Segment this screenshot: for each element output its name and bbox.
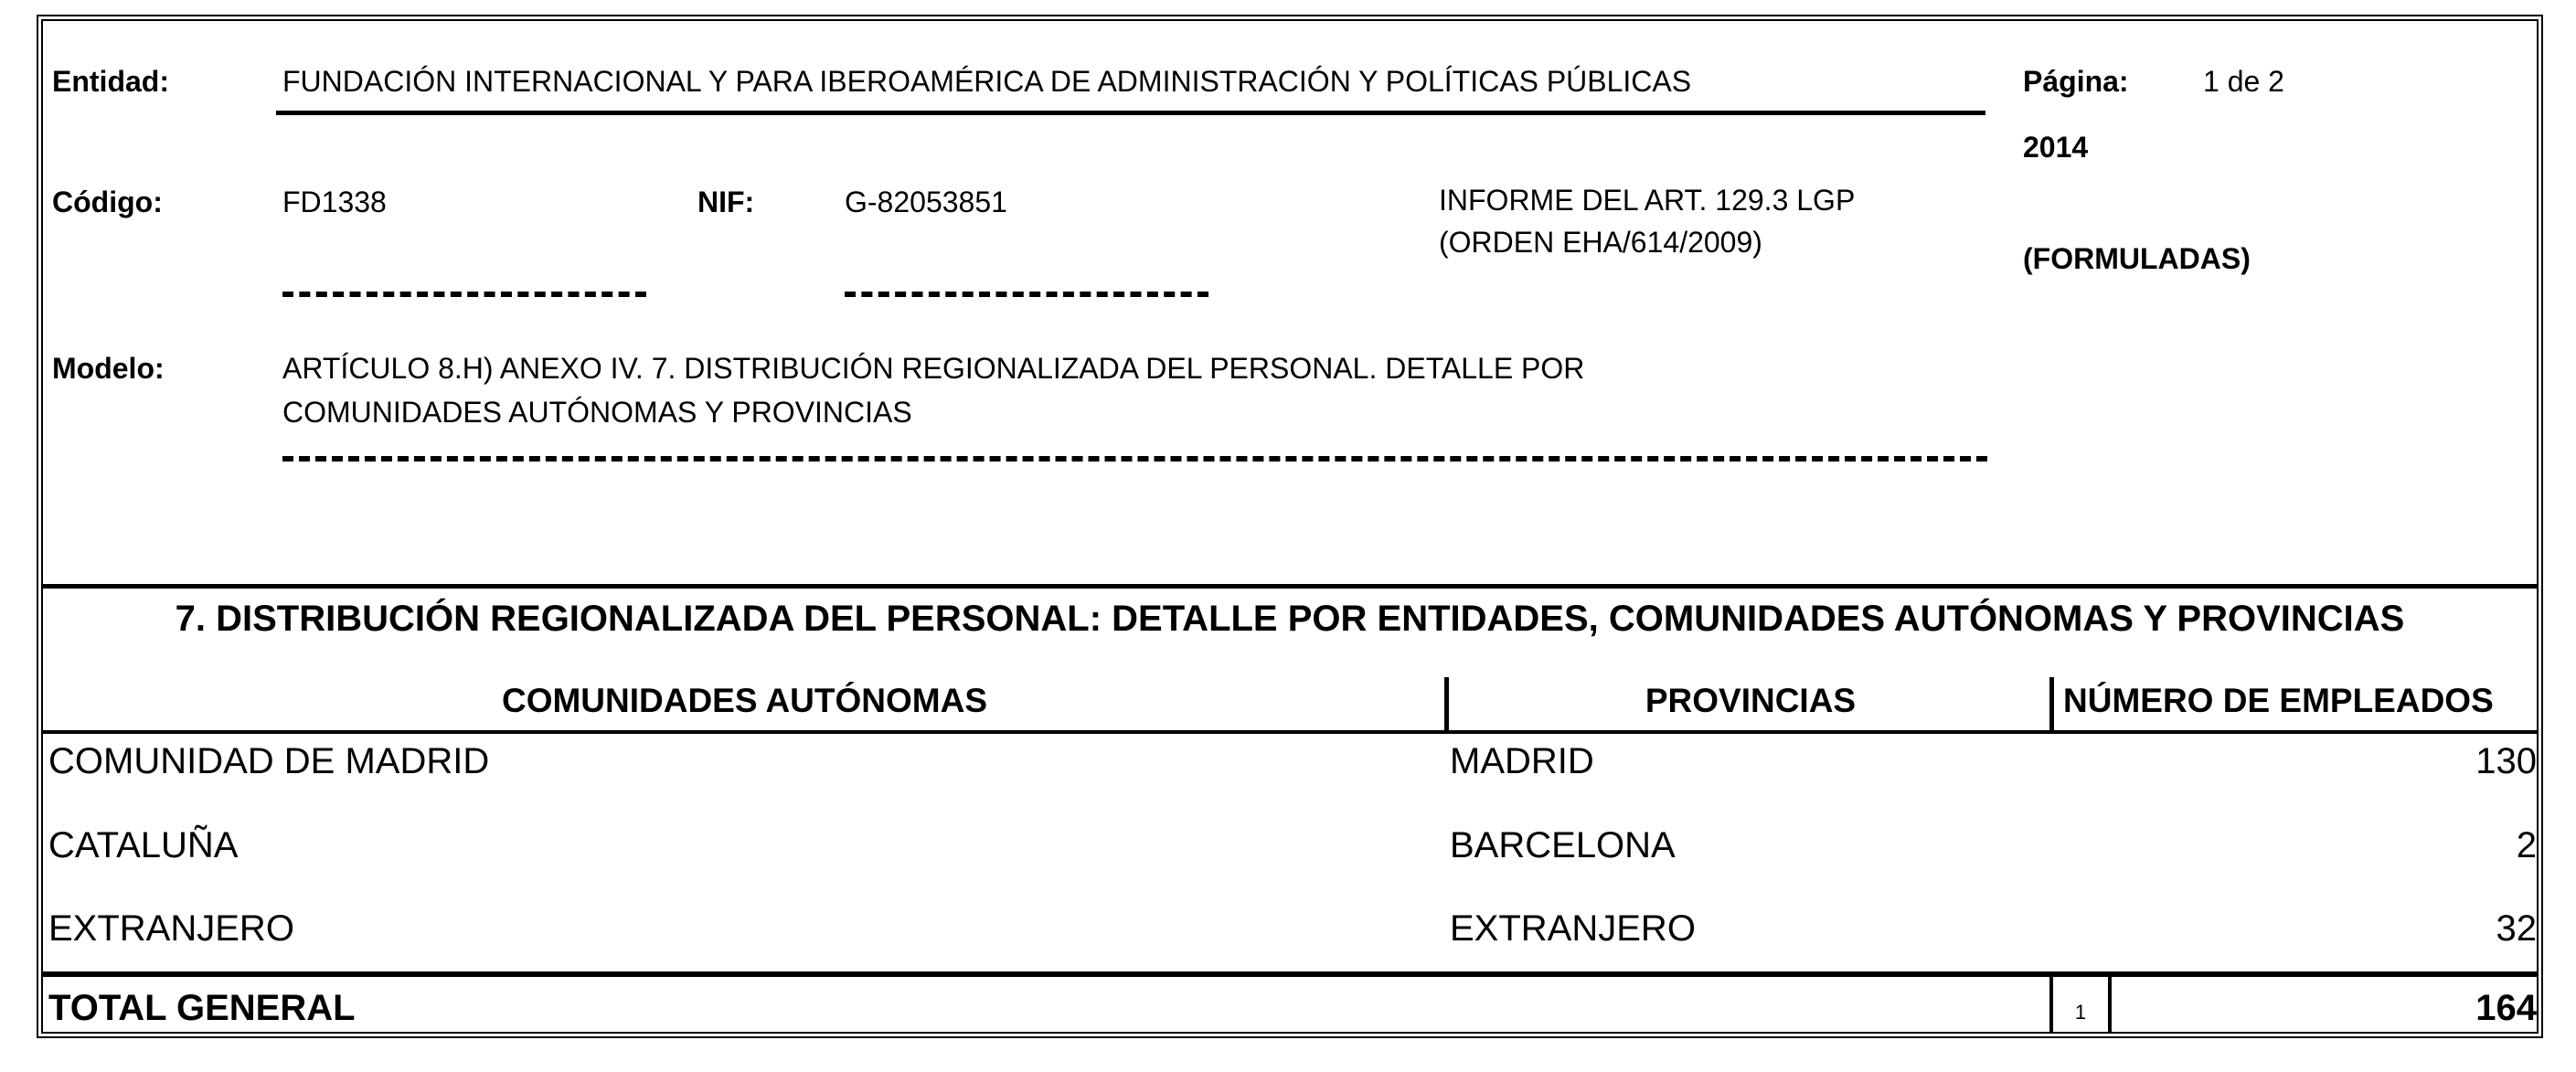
pagina-value: 1 de 2 (2203, 65, 2284, 98)
row-provincia: BARCELONA (1450, 825, 1676, 865)
section-divider (43, 584, 2537, 589)
total-divider (43, 971, 2537, 977)
pagina-label: Página: (2023, 65, 2129, 98)
informe-line-2: (ORDEN EHA/614/2009) (1439, 226, 1762, 259)
report-frame (37, 15, 2543, 1038)
table-header-underline (43, 730, 2537, 734)
total-label: TOTAL GENERAL (48, 988, 356, 1028)
modelo-line-1: ARTÍCULO 8.H) ANEXO IV. 7. DISTRIBUCIÓN REGIONALIZADA DEL PERSONAL. DETALLE POR (282, 352, 1585, 385)
nif-label: NIF: (697, 186, 755, 218)
col-header-comunidades: COMUNIDADES AUTÓNOMAS (501, 682, 987, 719)
modelo-label: Modelo: (52, 352, 165, 385)
total-divider-right (2108, 977, 2112, 1032)
report-year: 2014 (2023, 131, 2089, 164)
nif-value: G-82053851 (845, 186, 1007, 218)
row-comunidad: COMUNIDAD DE MADRID (48, 741, 490, 781)
formuladas-label: (FORMULADAS) (2023, 242, 2251, 275)
row-empleados: 32 (2496, 908, 2537, 949)
total-value: 164 (2475, 988, 2537, 1028)
total-small-number: 1 (2074, 1001, 2087, 1024)
codigo-label: Código: (52, 186, 163, 218)
row-comunidad: CATALUÑA (48, 825, 239, 865)
row-empleados: 2 (2516, 825, 2537, 865)
codigo-dashed-line (282, 292, 646, 297)
nif-dashed-line (845, 292, 1208, 297)
entidad-label: Entidad: (52, 65, 169, 98)
informe-line-1: INFORME DEL ART. 129.3 LGP (1439, 184, 1856, 217)
section-title: 7. DISTRIBUCIÓN REGIONALIZADA DEL PERSONAL: DETALLE POR ENTIDADES, COMUNIDADES AUTÓNOMAS Y PROVINCIAS (175, 599, 2405, 639)
codigo-value: FD1338 (282, 186, 387, 218)
modelo-dashed-line (282, 456, 1987, 462)
col-header-empleados: NÚMERO DE EMPLEADOS (2063, 682, 2494, 719)
row-empleados: 130 (2475, 741, 2537, 781)
modelo-line-2: COMUNIDADES AUTÓNOMAS Y PROVINCIAS (282, 396, 912, 429)
entidad-underline (276, 111, 1985, 115)
row-provincia: EXTRANJERO (1450, 908, 1696, 949)
col-header-provincias: PROVINCIAS (1645, 682, 1857, 719)
row-provincia: MADRID (1450, 741, 1594, 781)
col-divider-2 (2049, 677, 2054, 732)
entidad-value: FUNDACIÓN INTERNACIONAL Y PARA IBEROAMÉRICA DE ADMINISTRACIÓN Y POLÍTICAS PÚBLICAS (282, 65, 1692, 98)
row-comunidad: EXTRANJERO (48, 908, 294, 949)
